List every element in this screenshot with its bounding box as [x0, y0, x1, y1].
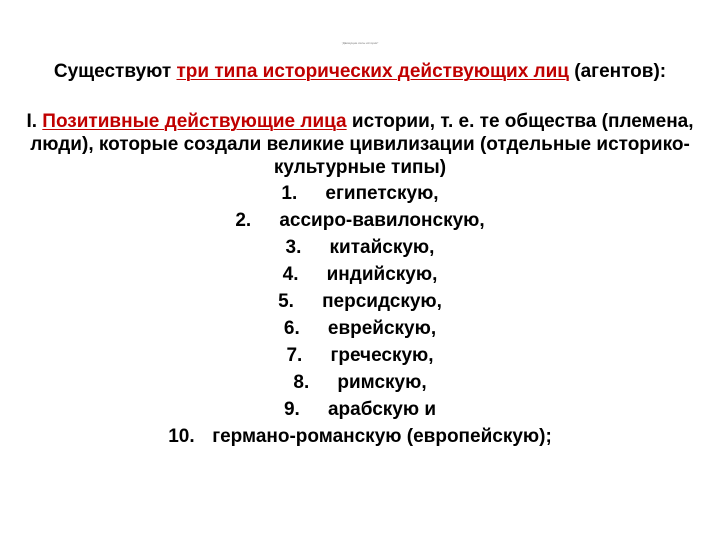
- list-item-number: 4.: [282, 264, 299, 285]
- intro-paragraph: [20, 60, 700, 83]
- list-item: [0, 369, 720, 396]
- section-highlight: Позитивные действующие лица: [42, 111, 347, 132]
- slide-header-text: “Движущие силы истории”: [341, 41, 379, 45]
- list-item-text: еврейскую,: [327, 318, 437, 339]
- list-item-text: индийскую,: [326, 264, 438, 285]
- list-item: [0, 423, 720, 450]
- list-item-text: греческую,: [330, 345, 434, 366]
- section-one-paragraph: [20, 110, 700, 179]
- intro-highlight: три типа исторических действующих лиц: [176, 61, 569, 82]
- list-item: [0, 234, 720, 261]
- civilizations-list: [0, 180, 720, 450]
- list-item: [0, 207, 720, 234]
- list-item-number: 1.: [281, 183, 298, 204]
- list-item-text: китайскую,: [329, 237, 435, 258]
- list-item-text: арабскую и: [327, 399, 437, 420]
- list-item-number: 10.: [168, 426, 195, 447]
- section-numeral: I.: [26, 111, 38, 132]
- list-item-text: германо-романскую (европейскую);: [212, 426, 552, 447]
- list-item: [0, 396, 720, 423]
- list-item: [0, 180, 720, 207]
- intro-lead: Существуют: [53, 61, 172, 82]
- intro-tail: (агентов):: [574, 61, 667, 82]
- list-item-text: ассиро-вавилонскую,: [279, 210, 485, 231]
- list-item-number: 5.: [278, 291, 294, 312]
- list-item: [0, 261, 720, 288]
- list-item-number: 7.: [286, 345, 303, 366]
- list-item-number: 3.: [285, 237, 302, 258]
- list-item-number: 6.: [283, 318, 300, 339]
- list-item-text: египетскую,: [325, 183, 439, 204]
- list-item-text: римскую,: [337, 372, 427, 393]
- section-text: истории, т. е. те общества (племена, люди), которые создали великие цивилизации (отдельные историко-культурные типы): [30, 111, 694, 178]
- list-item-number: 8.: [293, 372, 310, 393]
- list-item-number: 9.: [283, 399, 300, 420]
- list-item-text: персидскую,: [322, 291, 442, 312]
- list-item-number: 2.: [235, 210, 252, 231]
- list-item: [0, 315, 720, 342]
- list-item: [0, 288, 720, 315]
- list-item: [0, 342, 720, 369]
